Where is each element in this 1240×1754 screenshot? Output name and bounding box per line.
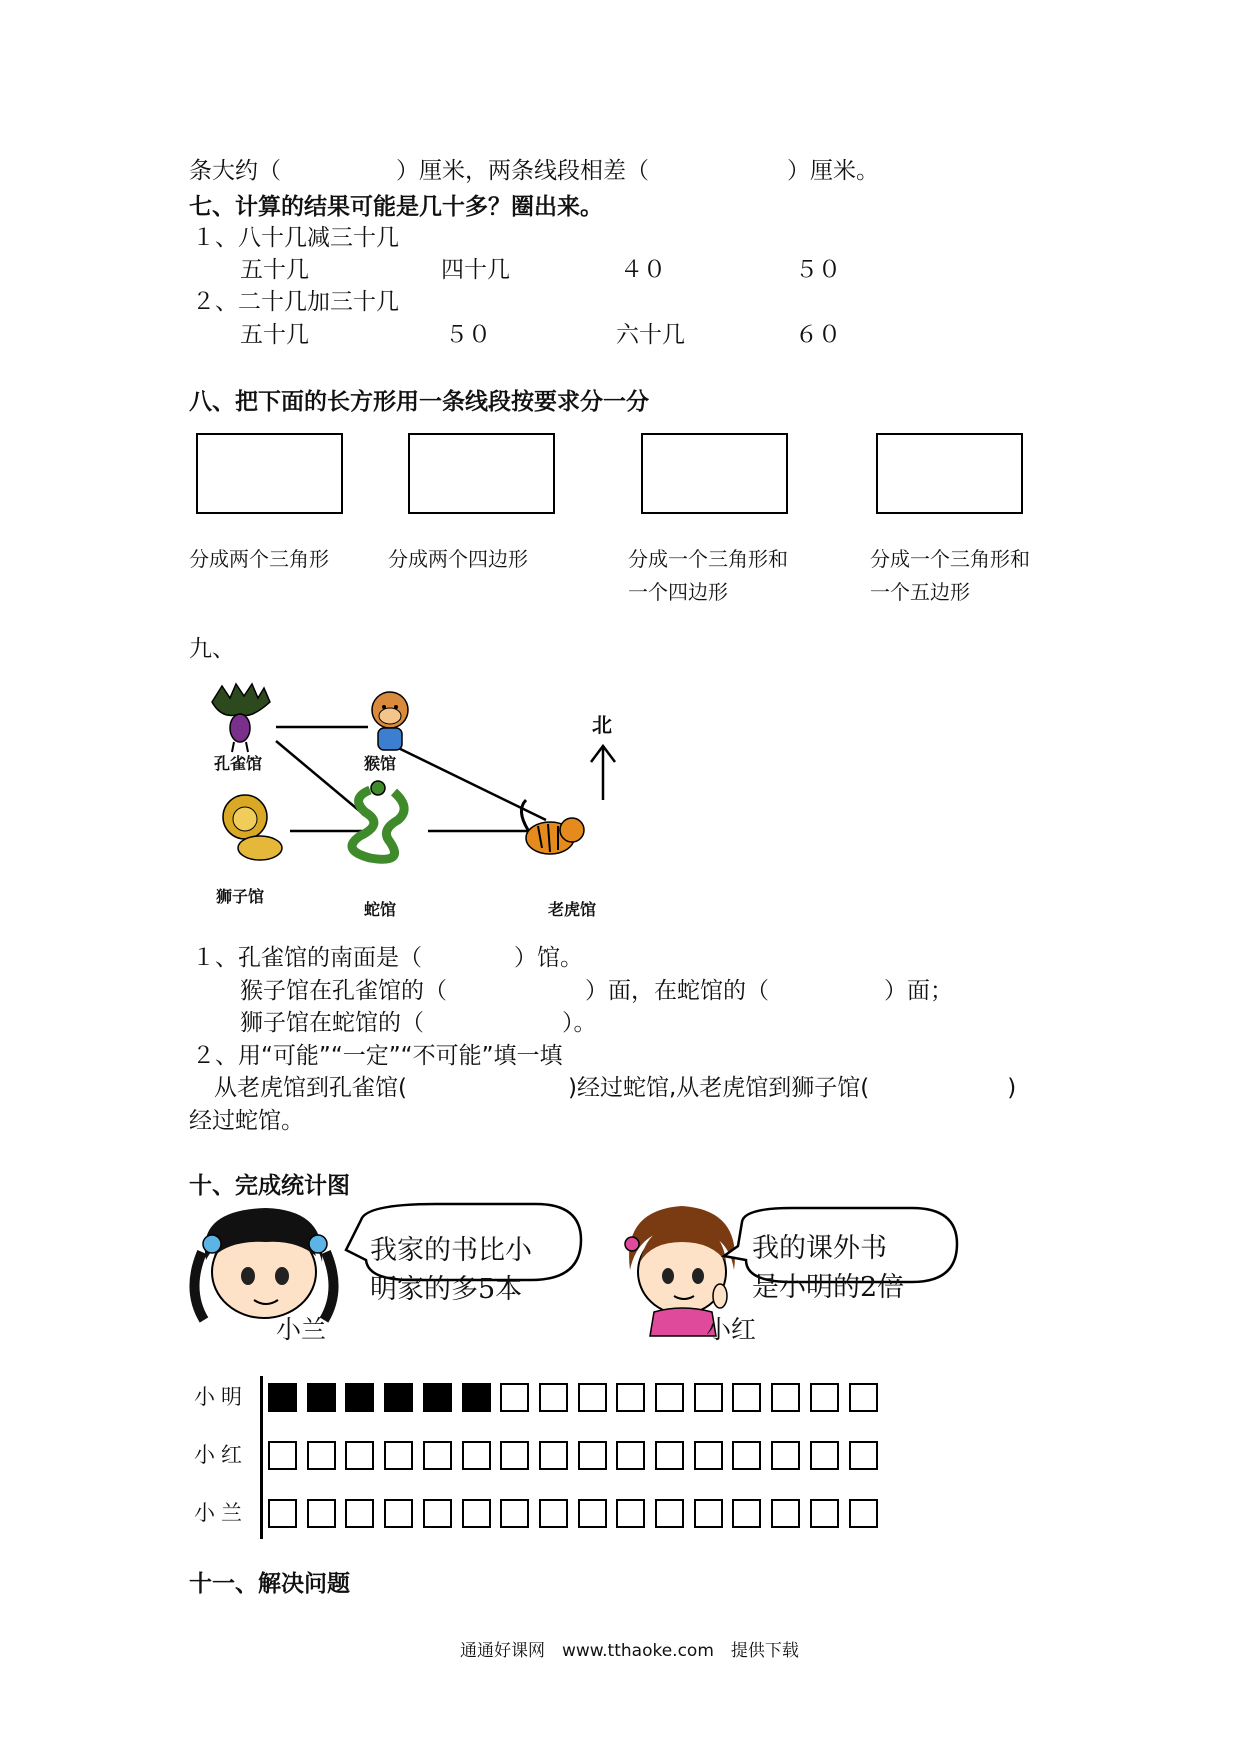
chart-cell-empty[interactable] [462, 1441, 491, 1470]
section9-q1: １、孔雀馆的南面是（ ）馆。 [192, 945, 583, 971]
rectangle-1[interactable] [196, 433, 343, 514]
chart-cell-empty[interactable] [810, 1499, 839, 1528]
section7-q2-option[interactable]: 六十几 [616, 322, 685, 348]
chart-cell-empty[interactable] [500, 1441, 529, 1470]
section9-q1c: 狮子馆在蛇馆的（ ）。 [240, 1010, 597, 1036]
xiaolan-speech-line1: 我家的书比小 [370, 1235, 532, 1266]
chart-cell-empty[interactable] [307, 1499, 336, 1528]
xiaohong-speech-line1: 我的课外书 [752, 1233, 887, 1264]
chart-row-label: 小红 [194, 1443, 248, 1467]
section8-title: 八、把下面的长方形用一条线段按要求分一分 [189, 389, 649, 415]
chart-row [268, 1383, 887, 1417]
chart-cell-empty[interactable] [694, 1383, 723, 1412]
north-arrow-icon [591, 746, 615, 800]
section7-q2-option[interactable]: ５０ [445, 322, 491, 348]
girl-lan-icon [194, 1208, 333, 1320]
chart-cell-empty[interactable] [423, 1441, 452, 1470]
chart-cell-empty[interactable] [578, 1499, 607, 1528]
section6-line: 条大约（ ）厘米，两条线段相差（ ）厘米。 [189, 158, 879, 184]
chart-row [268, 1499, 887, 1533]
chart-cell-empty[interactable] [732, 1383, 761, 1412]
chart-axis [260, 1376, 263, 1539]
lion-icon [223, 795, 282, 860]
rectangle-3[interactable] [641, 433, 788, 514]
section7-q2-label: ２、二十几加三十几 [192, 289, 399, 315]
section7-q1-label: １、八十几减三十几 [192, 225, 399, 251]
rectangle-4[interactable] [876, 433, 1023, 514]
chart-cell-filled[interactable] [268, 1383, 297, 1412]
chart-cell-filled[interactable] [307, 1383, 336, 1412]
chart-cell-empty[interactable] [500, 1499, 529, 1528]
chart-row [268, 1441, 887, 1475]
chart-cell-empty[interactable] [732, 1441, 761, 1470]
chart-cell-empty[interactable] [268, 1441, 297, 1470]
map-label-tiger: 老虎馆 [548, 900, 597, 919]
map-label-snake: 蛇馆 [364, 900, 397, 919]
section9-q2a: 从老虎馆到孔雀馆( )经过蛇馆,从老虎馆到狮子馆( ) [214, 1075, 1017, 1101]
tiger-icon [521, 800, 584, 854]
section10-title: 十、完成统计图 [189, 1173, 350, 1199]
chart-cell-empty[interactable] [849, 1441, 878, 1470]
chart-cell-filled[interactable] [423, 1383, 452, 1412]
chart-cell-empty[interactable] [345, 1499, 374, 1528]
chart-cell-empty[interactable] [771, 1499, 800, 1528]
chart-cell-filled[interactable] [462, 1383, 491, 1412]
peacock-icon [212, 684, 270, 752]
chart-cell-empty[interactable] [539, 1441, 568, 1470]
rectangle-caption-4: 分成一个三角形和 一个五边形 [870, 547, 1030, 604]
rectangle-2[interactable] [408, 433, 555, 514]
section7-q2-option[interactable]: 五十几 [240, 322, 309, 348]
section7-q1-option[interactable]: 五十几 [240, 257, 309, 283]
zoo-map [200, 680, 640, 930]
xiaolan-name: 小兰 [276, 1315, 327, 1344]
section7-q1-option[interactable]: ５０ [795, 257, 841, 283]
section9-q2b: 经过蛇馆。 [189, 1108, 304, 1134]
monkey-icon [372, 692, 408, 750]
chart-cell-empty[interactable] [578, 1441, 607, 1470]
section9-q2: ２、用“可能”“一定”“不可能”填一填 [192, 1043, 563, 1069]
xiaohong-name: 小红 [706, 1315, 757, 1344]
section11-title: 十一、解决问题 [189, 1571, 350, 1597]
rectangle-caption-2: 分成两个四边形 [388, 547, 528, 571]
chart-cell-empty[interactable] [578, 1383, 607, 1412]
section7-q1-option[interactable]: ４０ [620, 257, 666, 283]
map-label-lion: 狮子馆 [216, 887, 265, 906]
chart-cell-empty[interactable] [423, 1499, 452, 1528]
section7-q1-option[interactable]: 四十几 [441, 257, 510, 283]
chart-cell-filled[interactable] [345, 1383, 374, 1412]
section9-title: 九、 [189, 636, 235, 662]
map-label-peacock: 孔雀馆 [214, 754, 263, 773]
chart-cell-empty[interactable] [307, 1441, 336, 1470]
chart-cell-empty[interactable] [384, 1499, 413, 1528]
chart-cell-empty[interactable] [616, 1499, 645, 1528]
chart-cell-empty[interactable] [384, 1441, 413, 1470]
chart-cell-empty[interactable] [694, 1441, 723, 1470]
section7-q2-option[interactable]: ６０ [795, 322, 841, 348]
rectangle-caption-3: 分成一个三角形和 一个四边形 [628, 547, 788, 604]
chart-cell-empty[interactable] [732, 1499, 761, 1528]
chart-row-label: 小明 [194, 1385, 248, 1409]
chart-cell-empty[interactable] [849, 1383, 878, 1412]
chart-cell-empty[interactable] [771, 1383, 800, 1412]
section9-q1b: 猴子馆在孔雀馆的（ ）面，在蛇馆的（ ）面； [240, 978, 953, 1004]
chart-cell-empty[interactable] [539, 1383, 568, 1412]
snake-icon [352, 781, 404, 859]
rectangle-caption-1: 分成两个三角形 [189, 547, 329, 571]
chart-cell-empty[interactable] [539, 1499, 568, 1528]
chart-cell-empty[interactable] [694, 1499, 723, 1528]
chart-cell-empty[interactable] [655, 1499, 684, 1528]
chart-cell-empty[interactable] [462, 1499, 491, 1528]
chart-cell-empty[interactable] [616, 1441, 645, 1470]
map-label-monkey: 猴馆 [364, 754, 397, 773]
chart-cell-empty[interactable] [655, 1441, 684, 1470]
xiaolan-speech-line2: 明家的多5本 [370, 1274, 523, 1305]
xiaohong-speech-line2: 是小明的2倍 [752, 1272, 905, 1303]
north-label: 北 [592, 713, 612, 737]
chart-cell-empty[interactable] [268, 1499, 297, 1528]
chart-cell-empty[interactable] [849, 1499, 878, 1528]
chart-cell-empty[interactable] [771, 1441, 800, 1470]
chart-cell-empty[interactable] [616, 1383, 645, 1412]
chart-cell-empty[interactable] [655, 1383, 684, 1412]
footer-text: 通通好课网 www.tthaoke.com 提供下载 [460, 1641, 799, 1661]
section7-title: 七、计算的结果可能是几十多？圈出来。 [189, 194, 603, 220]
chart-cell-empty[interactable] [810, 1383, 839, 1412]
chart-row-label: 小兰 [194, 1501, 248, 1525]
chart-cell-empty[interactable] [345, 1441, 374, 1470]
chart-cell-empty[interactable] [810, 1441, 839, 1470]
chart-cell-filled[interactable] [384, 1383, 413, 1412]
chart-cell-empty[interactable] [500, 1383, 529, 1412]
